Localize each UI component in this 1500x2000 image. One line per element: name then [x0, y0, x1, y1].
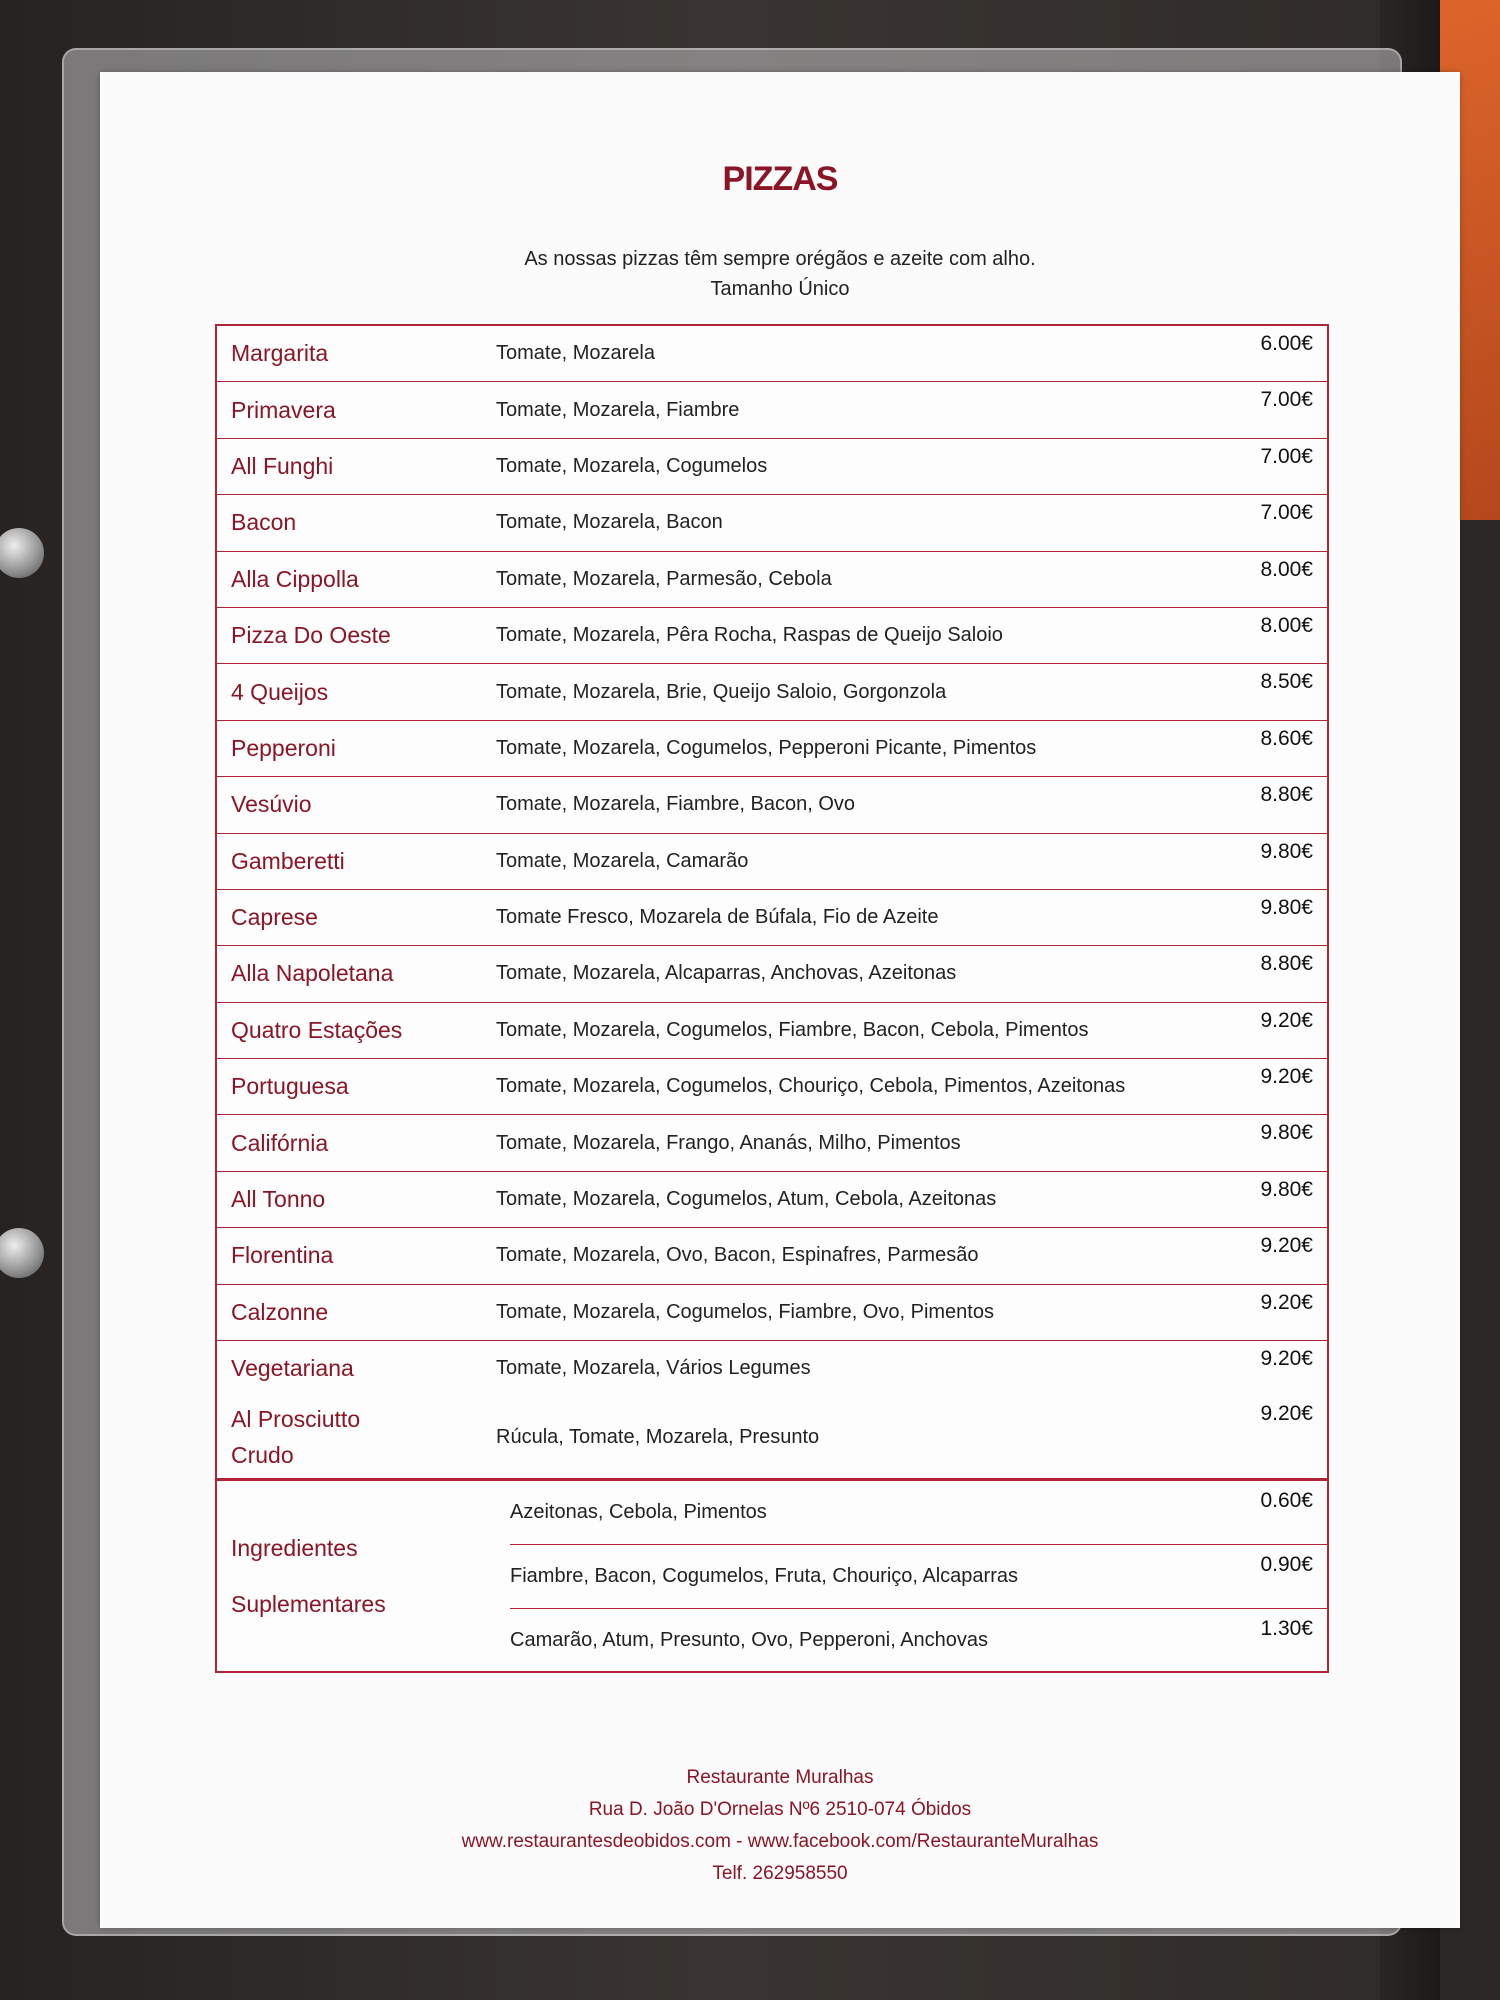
pizza-name: Vesúvio: [231, 791, 312, 818]
extra-row: [510, 1609, 1327, 1672]
pizza-price: 8.80€: [1260, 952, 1313, 976]
pizza-price: 9.80€: [1260, 839, 1313, 863]
pizza-name: All Funghi: [231, 452, 334, 479]
pizza-price: 7.00€: [1260, 444, 1313, 468]
pizza-price: 8.60€: [1260, 726, 1313, 750]
pizza-name: Bacon: [231, 509, 297, 536]
extra-ingredients: Camarão, Atum, Presunto, Ovo, Pepperoni, Anchovas: [510, 1628, 989, 1651]
pizza-ingredients: Tomate Fresco, Mozarela de Búfala, Fio de Azeite: [496, 906, 939, 929]
pizza-ingredients: Tomate, Mozarela, Cogumelos: [496, 454, 768, 477]
pizza-ingredients: Tomate, Mozarela, Parmesão, Cebola: [496, 567, 832, 590]
pizza-name: Florentina: [231, 1242, 334, 1269]
extra-row: [510, 1545, 1327, 1609]
pizza-price: 9.20€: [1260, 1290, 1313, 1314]
subtitle-size: Tamanho Único: [710, 278, 850, 300]
pizza-name-line: Al Prosciutto: [231, 1406, 361, 1433]
table-row: [217, 777, 1327, 833]
pizza-name: Portuguesa: [231, 1073, 349, 1100]
extra-price: 0.90€: [1260, 1553, 1313, 1577]
pizza-name: Caprese: [231, 904, 318, 931]
menu-subtitle: [100, 244, 1460, 304]
pizza-name: Alla Cippolla: [231, 565, 359, 592]
restaurant-footer: [100, 1762, 1460, 1890]
pizza-ingredients: Tomate, Mozarela, Cogumelos, Chouriço, Cebola, Pimentos, Azeitonas: [496, 1075, 1126, 1098]
extra-price: 1.30€: [1260, 1616, 1313, 1640]
pizza-ingredients: Tomate, Mozarela, Frango, Ananás, Milho, Pimentos: [496, 1131, 961, 1154]
table-row: [217, 1059, 1327, 1115]
table-row: [217, 1228, 1327, 1284]
pizza-price: 9.80€: [1260, 895, 1313, 919]
pizza-ingredients: Tomate, Mozarela, Camarão: [496, 849, 749, 872]
table-row: [217, 1341, 1327, 1396]
table-row: [217, 552, 1327, 608]
pizza-name: Calzonne: [231, 1298, 329, 1325]
pizza-price: 7.00€: [1260, 388, 1313, 412]
pizza-ingredients: Tomate, Mozarela: [496, 342, 655, 365]
pizza-name: Alla Napoletana: [231, 960, 394, 987]
extra-price: 0.60€: [1260, 1489, 1313, 1513]
extras-label: [217, 1481, 510, 1671]
pizza-ingredients: Rúcula, Tomate, Mozarela, Presunto: [496, 1425, 820, 1448]
page-title: PIZZAS: [722, 160, 838, 198]
table-row: [217, 890, 1327, 946]
pizza-ingredients: Tomate, Mozarela, Fiambre, Bacon, Ovo: [496, 793, 856, 816]
pizza-ingredients: Tomate, Mozarela, Cogumelos, Pepperoni Picante, Pimentos: [496, 736, 1037, 759]
extra-row: [510, 1481, 1327, 1545]
table-row: [217, 382, 1327, 438]
pizza-name: Quatro Estações: [231, 1016, 403, 1043]
pizza-name: Vegetariana: [231, 1355, 354, 1382]
extra-ingredients: Fiambre, Bacon, Cogumelos, Fruta, Chouriço, Alcaparras: [510, 1564, 1018, 1587]
table-row: [217, 1285, 1327, 1341]
pizza-name: Gamberetti: [231, 847, 345, 874]
table-row: [217, 608, 1327, 664]
pizza-ingredients: Tomate, Mozarela, Cogumelos, Fiambre, Ovo, Pimentos: [496, 1300, 994, 1323]
table-row: [217, 1172, 1327, 1228]
pizza-name: [217, 1401, 496, 1473]
table-row: [217, 664, 1327, 720]
pizza-name-line: Crudo: [231, 1442, 294, 1469]
extras-label-line: Ingredientes: [231, 1535, 358, 1562]
restaurant-address: Rua D. João D'Ornelas Nº6 2510-074 Óbidos: [588, 1799, 972, 1820]
table-row: [217, 1115, 1327, 1171]
table-row: [217, 1003, 1327, 1059]
pizza-ingredients: Tomate, Mozarela, Cogumelos, Fiambre, Bacon, Cebola, Pimentos: [496, 1018, 1089, 1041]
pizza-ingredients: Tomate, Mozarela, Brie, Queijo Saloio, Gorgonzola: [496, 680, 947, 703]
pizza-price: 8.50€: [1260, 670, 1313, 694]
pizza-ingredients: Tomate, Mozarela, Cogumelos, Atum, Cebola, Azeitonas: [496, 1188, 997, 1211]
table-row: [217, 1396, 1327, 1479]
pizza-price: 9.80€: [1260, 1177, 1313, 1201]
pizza-name: 4 Queijos: [231, 678, 329, 705]
pizza-price: 9.20€: [1260, 1402, 1313, 1426]
pizza-name: All Tonno: [231, 1186, 326, 1213]
pizza-name: Margarita: [231, 340, 329, 367]
pizza-price: 8.00€: [1260, 557, 1313, 581]
pizza-ingredients: Tomate, Mozarela, Bacon: [496, 511, 723, 534]
pizza-price: 7.00€: [1260, 501, 1313, 525]
restaurant-websites: www.restaurantesdeobidos.com - www.facebook.com/RestauranteMuralhas: [461, 1831, 1099, 1852]
table-row: [217, 721, 1327, 777]
pizza-ingredients: Tomate, Mozarela, Alcaparras, Anchovas, Azeitonas: [496, 962, 957, 985]
pizza-price: 8.80€: [1260, 783, 1313, 807]
pizza-name: Pizza Do Oeste: [231, 622, 391, 649]
table-row: [217, 326, 1327, 382]
extra-ingredients: Azeitonas, Cebola, Pimentos: [510, 1501, 767, 1524]
table-row: [217, 946, 1327, 1002]
restaurant-name: Restaurante Muralhas: [686, 1767, 874, 1788]
pizza-name: Pepperoni: [231, 734, 336, 761]
pizza-ingredients: Tomate, Mozarela, Vários Legumes: [496, 1357, 811, 1380]
table-row: [217, 834, 1327, 890]
pizza-price: 9.20€: [1260, 1065, 1313, 1089]
pizza-name: Califórnia: [231, 1129, 329, 1156]
pizza-name: Primavera: [231, 396, 336, 423]
extras-section: [217, 1479, 1327, 1671]
pizza-ingredients: Tomate, Mozarela, Ovo, Bacon, Espinafres, Parmesão: [496, 1244, 979, 1267]
table-row: [217, 495, 1327, 551]
table-row: [217, 439, 1327, 495]
pizza-price: 9.20€: [1260, 1347, 1313, 1371]
pizza-ingredients: Tomate, Mozarela, Pêra Rocha, Raspas de Queijo Saloio: [496, 624, 1003, 647]
pizza-price: 9.80€: [1260, 1121, 1313, 1145]
extras-label-line: Suplementares: [231, 1591, 386, 1618]
pizza-price: 8.00€: [1260, 613, 1313, 637]
extras-list: [510, 1481, 1327, 1671]
pizza-price: 9.20€: [1260, 1008, 1313, 1032]
subtitle-note: As nossas pizzas têm sempre orégãos e azeite com alho.: [524, 248, 1036, 270]
restaurant-phone: Telf. 262958550: [712, 1863, 848, 1884]
pizza-ingredients: Tomate, Mozarela, Fiambre: [496, 398, 740, 421]
pizza-price: 9.20€: [1260, 1234, 1313, 1258]
pizza-table: [215, 324, 1329, 1673]
menu-page: [100, 72, 1460, 1928]
pizza-price: 6.00€: [1260, 332, 1313, 355]
